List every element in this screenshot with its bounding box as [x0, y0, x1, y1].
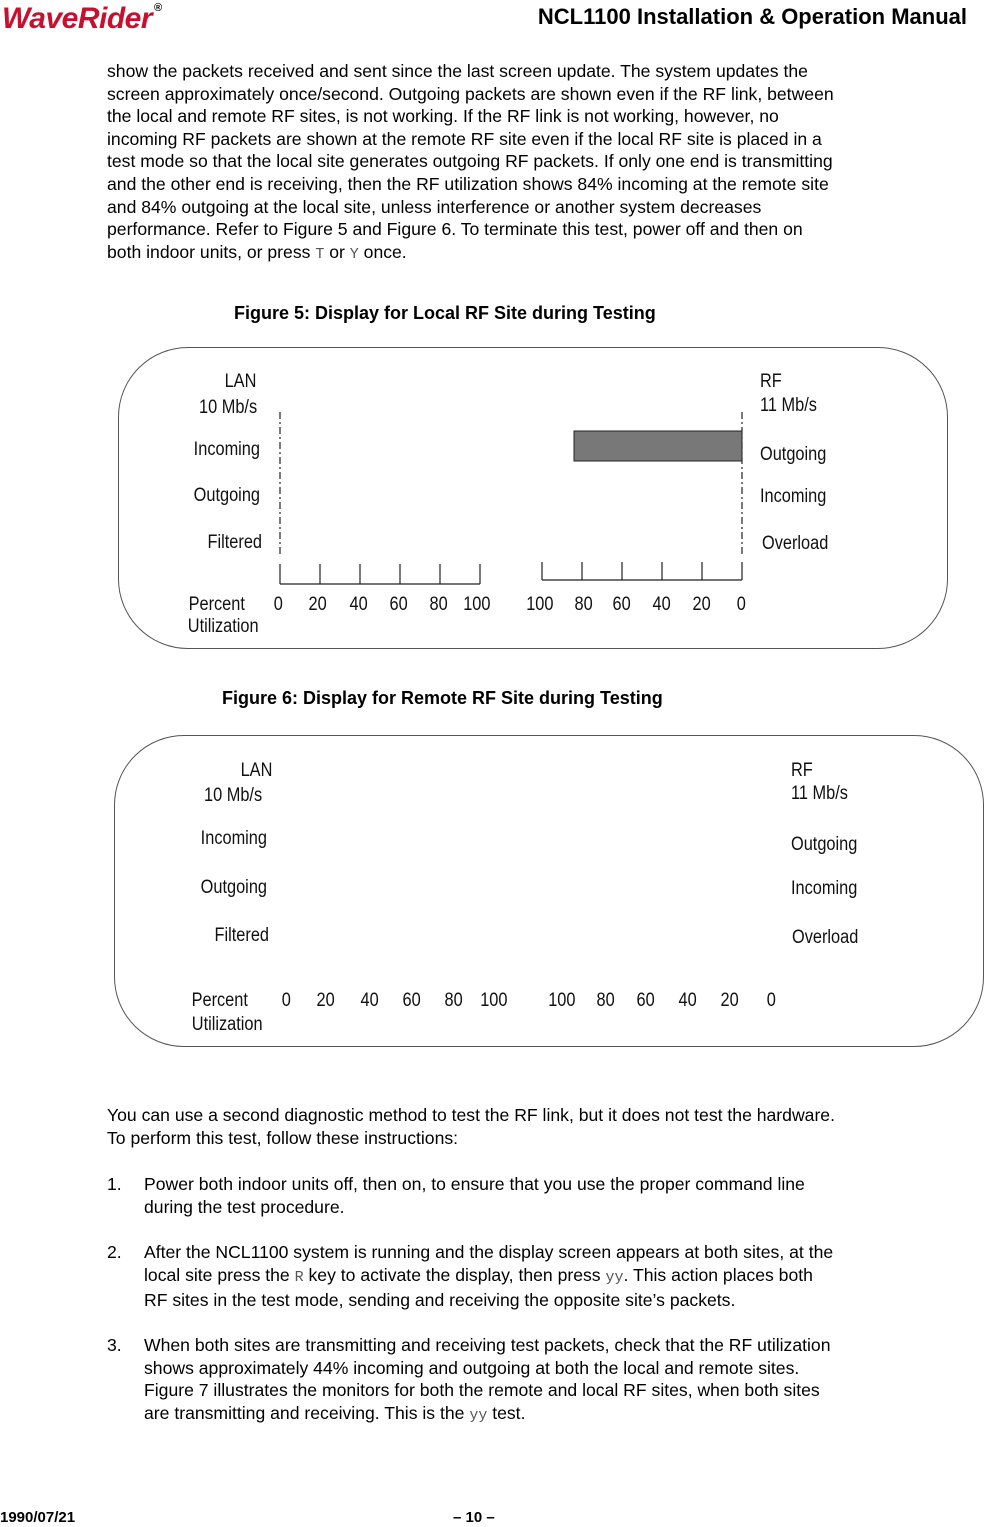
intro-line: the local and remote RF sites, is not working. If the RF link is not working, however, no — [107, 106, 779, 127]
fig6-rf-row-overload: Overload — [792, 927, 859, 948]
step-text — [144, 1334, 964, 1427]
fig5-rf-outgoing-bar — [574, 431, 742, 461]
intro-text: or — [324, 241, 350, 262]
step-1 — [107, 1173, 975, 1219]
intro-line: and 84% outgoing at the local site, unless interference or another system decreases — [107, 196, 762, 217]
fig6-rf-row-incoming: Incoming — [791, 878, 858, 899]
fig5-lan-scale — [280, 564, 480, 584]
intro-line: test mode so that the local site generates outgoing RF packets. If only one end is transmitting — [107, 151, 833, 172]
logo-text: WaveRider — [2, 2, 153, 35]
key-t: T — [315, 245, 325, 263]
fig5-rf-tick: 20 — [692, 594, 711, 615]
fig5-rf-tick: 0 — [736, 594, 746, 615]
fig5-rf-scale — [542, 562, 742, 580]
fig5-lan-rate: 10 Mb/s — [199, 397, 258, 418]
key-y: Y — [349, 245, 359, 263]
manual-title: NCL1100 Installation & Operation Manual — [537, 4, 967, 29]
intro-line: incoming RF packets are shown at the remote RF site even if the local RF site is placed in a — [107, 128, 822, 149]
fig6-lan-tick: 80 — [444, 990, 463, 1011]
fig5-rf-tick: 80 — [574, 594, 593, 615]
key-yy: yy — [469, 1406, 488, 1424]
fig5-lan-tick: 40 — [349, 594, 368, 615]
fig6-lan-row-outgoing: Outgoing — [200, 877, 267, 898]
logo-registered-mark: ® — [154, 2, 162, 14]
fig6-rf-tick: 80 — [596, 990, 615, 1011]
fig6-lan-tick: 0 — [281, 990, 291, 1011]
fig5-rf-title: RF — [760, 371, 782, 392]
step-line: shows approximately 44% incoming and outgoing at both the local and remote sites. — [144, 1357, 800, 1378]
page-number: – 10 – — [453, 1509, 495, 1526]
step-line — [144, 1264, 964, 1290]
fig5-rf-rate: 11 Mb/s — [760, 395, 817, 416]
fig5-rf-row-outgoing: Outgoing — [760, 444, 827, 465]
step-line — [144, 1402, 964, 1428]
fig5-rf-tick: 40 — [652, 594, 671, 615]
fig6-rf-tick: 20 — [720, 990, 739, 1011]
step-text-fragment: . This action places both — [623, 1264, 813, 1285]
fig5-lan-row-incoming: Incoming — [193, 439, 260, 460]
intro-line: show the packets received and sent since the last screen update. The system updates the — [107, 61, 808, 81]
intro-line: and the other end is receiving, then the RF utilization shows 84% incoming at the remote site — [107, 173, 829, 194]
fig5-lan-tick: 20 — [308, 594, 327, 615]
step-line: Power both indoor units off, then on, to ensure that you use the proper command line — [144, 1174, 805, 1194]
step-number: 1. — [107, 1174, 122, 1194]
fig5-rf-row-incoming: Incoming — [760, 486, 827, 507]
fig6-rf-tick: 60 — [636, 990, 655, 1011]
second-method-line: You can use a second diagnostic method to test the RF link, but it does not test the hardware. — [107, 1105, 835, 1125]
fig6-rf-tick: 100 — [548, 990, 576, 1011]
key-yy: yy — [605, 1268, 624, 1286]
intro-line: screen approximately once/second. Outgoing packets are shown even if the RF link, between — [107, 83, 834, 104]
fig6-lan-tick: 60 — [402, 990, 421, 1011]
key-r: R — [294, 1268, 304, 1286]
step-text — [144, 1241, 964, 1312]
fig6-lan-title: LAN — [240, 760, 273, 781]
fig6-rf-rate: 11 Mb/s — [791, 783, 848, 804]
fig5-rf-tick: 60 — [612, 594, 631, 615]
fig6-rf-tick: 40 — [678, 990, 697, 1011]
step-line: RF sites in the test mode, sending and receiving the opposite site’s packets. — [144, 1290, 736, 1311]
figure6-caption: Figure 6: Display for Remote RF Site during Testing — [222, 688, 663, 708]
second-method-paragraph — [107, 1104, 975, 1149]
step-number: 3. — [107, 1335, 122, 1355]
figure5-caption: Figure 5: Display for Local RF Site during Testing — [234, 303, 656, 323]
step-text-fragment: local site press the — [144, 1264, 295, 1285]
fig5-lan-tick: 0 — [273, 594, 283, 615]
fig6-utilization-label: Utilization — [191, 1014, 263, 1035]
step-line: during the test procedure. — [144, 1196, 345, 1217]
fig5-lan-tick: 100 — [463, 594, 491, 615]
fig6-rf-tick: 0 — [766, 990, 776, 1011]
fig6-lan-row-filtered: Filtered — [214, 925, 269, 946]
step-text-fragment: key to activate the display, then press — [303, 1264, 606, 1285]
second-method-line: To perform this test, follow these instructions: — [107, 1127, 459, 1148]
fig5-rf-row-overload: Overload — [762, 533, 829, 554]
fig6-lan-tick: 40 — [360, 990, 379, 1011]
step-3 — [107, 1334, 975, 1426]
fig5-lan-tick: 60 — [389, 594, 408, 615]
step-2 — [107, 1241, 975, 1309]
fig5-lan-title: LAN — [224, 371, 257, 392]
fig6-lan-tick: 100 — [480, 990, 508, 1011]
step-line: After the NCL1100 system is running and the display screen appears at both sites, at the — [144, 1242, 834, 1262]
fig6-lan-tick: 20 — [316, 990, 335, 1011]
fig5-percent-label: Percent — [188, 594, 245, 615]
intro-text: both indoor units, or press — [107, 241, 316, 262]
step-line: Figure 7 illustrates the monitors for both the remote and local RF sites, when both sites — [144, 1380, 820, 1401]
intro-line: performance. Refer to Figure 5 and Figure 6. To terminate this test, power off and then on — [107, 219, 803, 240]
fig5-utilization-label: Utilization — [187, 616, 259, 637]
fig5-lan-row-filtered: Filtered — [207, 532, 262, 553]
fig6-percent-label: Percent — [191, 990, 248, 1011]
step-text-fragment: are transmitting and receiving. This is the — [144, 1402, 470, 1423]
fig6-lan-row-incoming: Incoming — [200, 828, 267, 849]
fig5-lan-row-outgoing: Outgoing — [193, 485, 260, 506]
step-line: When both sites are transmitting and receiving test packets, check that the RF utilization — [144, 1335, 831, 1355]
step-number: 2. — [107, 1242, 122, 1262]
fig6-rf-row-outgoing: Outgoing — [791, 834, 858, 855]
fig6-rf-title: RF — [791, 760, 813, 781]
step-text-fragment: test. — [487, 1402, 526, 1423]
step-text — [144, 1173, 964, 1218]
fig6-lan-rate: 10 Mb/s — [204, 785, 263, 806]
fig5-lan-tick: 80 — [429, 594, 448, 615]
footer-date: 1990/07/21 — [0, 1509, 76, 1526]
intro-text: once. — [358, 241, 407, 262]
fig5-rf-tick: 100 — [526, 594, 554, 615]
